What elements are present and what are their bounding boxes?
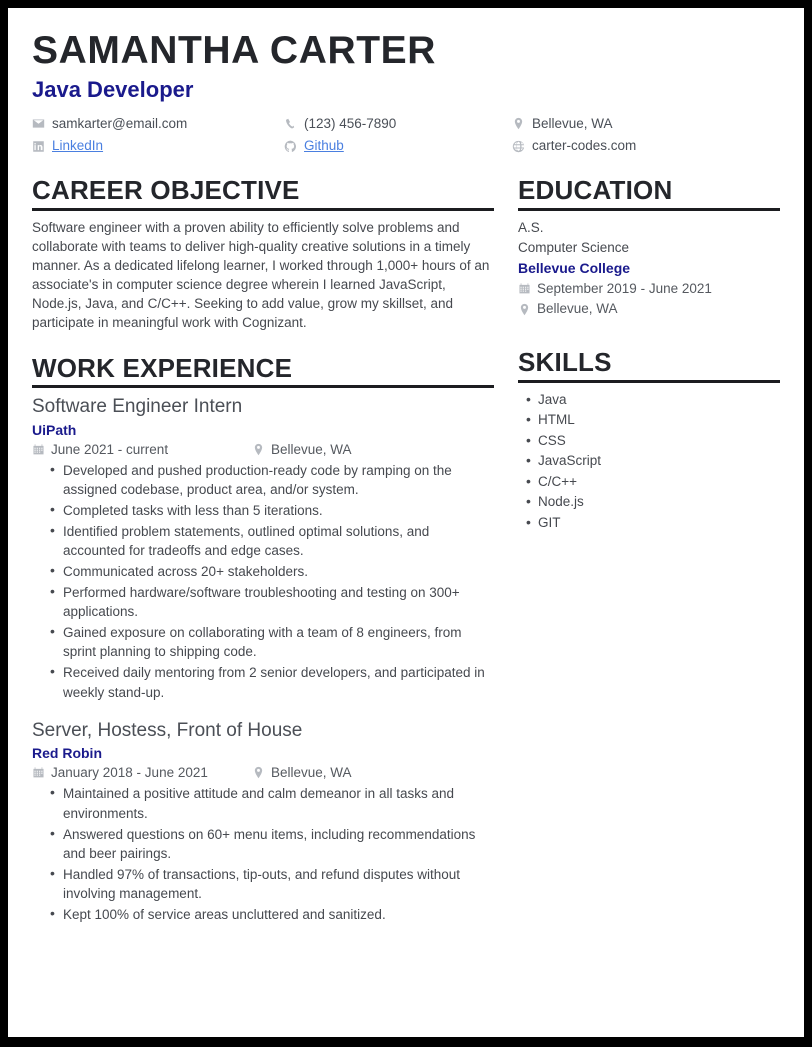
map-pin-icon	[512, 117, 525, 130]
page-title: SAMANTHA CARTER	[32, 29, 437, 72]
section-work-experience	[32, 354, 494, 924]
job-title: Server, Hostess, Front of House	[32, 719, 303, 741]
calendar-icon	[32, 766, 45, 779]
job-dates-label: June 2021 - current	[51, 442, 169, 458]
work-experience-heading: WORK EXPERIENCE	[32, 352, 293, 383]
right-column	[518, 176, 780, 533]
work-experience-entry	[32, 395, 494, 701]
calendar-icon	[32, 443, 45, 456]
contact-location-label: Bellevue, WA	[532, 115, 613, 131]
job-meta	[32, 442, 494, 457]
job-location	[252, 442, 352, 457]
contact-location	[512, 116, 780, 132]
education-degree: A.S.	[518, 219, 544, 235]
contact-email-label: samkarter@email.com	[52, 115, 188, 131]
contact-phone-label: (123) 456-7890	[304, 115, 397, 131]
globe-icon	[512, 140, 525, 153]
left-column	[32, 176, 494, 926]
contact-linkedin[interactable]	[32, 138, 284, 154]
resume-sheet	[8, 8, 804, 1037]
map-pin-icon	[518, 303, 531, 316]
skills-list	[518, 390, 780, 534]
job-title: Software Engineer Intern	[32, 396, 243, 418]
header-job-title: Java Developer	[32, 77, 194, 103]
job-dates	[32, 765, 252, 780]
career-objective-text: Software engineer with a proven ability to efficiently solve problems and collaborate with teams to deliver high-quality creative solutions in a timely manner. As a dedicated lifelong learner, I worked through 1,000+ hours of an associate's in computer science degree wherein I learned JavaScript, Node.js, Java, and C/C++. Seeking to add value, grow my skillset, and participate in meaningful work with Cognizant.	[32, 219, 490, 331]
education-school: Bellevue College	[518, 259, 631, 276]
job-meta	[32, 765, 494, 780]
contact-phone	[284, 116, 512, 132]
education-location	[518, 299, 780, 319]
job-bullets	[32, 461, 494, 701]
list-item: • Performed hardware/software troubleshooting and testing on 300+ applications.	[63, 583, 494, 621]
envelope-icon	[32, 117, 45, 130]
contact-website	[512, 138, 780, 154]
section-divider	[32, 385, 494, 388]
job-location	[252, 765, 352, 780]
section-career-objective	[32, 176, 494, 333]
job-bullets	[32, 784, 494, 923]
section-skills	[518, 348, 780, 533]
resume-header	[32, 30, 780, 154]
list-item: • CSS	[538, 431, 780, 452]
list-item: • Developed and pushed production-ready code by ramping on the assigned codebase, product area, and/or system.	[63, 461, 494, 499]
linkedin-icon	[32, 140, 45, 153]
education-location-label: Bellevue, WA	[537, 300, 618, 316]
list-item: • Communicated across 20+ stakeholders.	[63, 562, 494, 581]
section-divider	[518, 380, 780, 383]
contact-grid	[32, 116, 780, 154]
job-dates	[32, 442, 252, 457]
education-heading: EDUCATION	[518, 175, 673, 206]
contact-github[interactable]	[284, 138, 512, 154]
contact-email	[32, 116, 284, 132]
list-item: • GIT	[538, 513, 780, 534]
calendar-icon	[518, 282, 531, 295]
list-item: • JavaScript	[538, 451, 780, 472]
contact-linkedin-link[interactable]: LinkedIn	[52, 137, 104, 153]
section-education	[518, 176, 780, 319]
list-item: • Maintained a positive attitude and calm demeanor in all tasks and environments.	[63, 784, 494, 822]
education-dates-label: September 2019 - June 2021	[537, 280, 712, 296]
section-divider	[518, 208, 780, 211]
map-pin-icon	[252, 766, 265, 779]
list-item: • Java	[538, 390, 780, 411]
list-item: • C/C++	[538, 472, 780, 493]
section-divider	[32, 208, 494, 211]
list-item: • Answered questions on 60+ menu items, including recommendations and beer pairings.	[63, 825, 494, 863]
job-location-label: Bellevue, WA	[271, 765, 352, 781]
skills-heading: SKILLS	[518, 347, 612, 378]
list-item: • Node.js	[538, 492, 780, 513]
job-location-label: Bellevue, WA	[271, 442, 352, 458]
work-experience-entry	[32, 719, 494, 924]
list-item: • Received daily mentoring from 2 senior developers, and participated in weekly stand-up.	[63, 663, 494, 701]
map-pin-icon	[252, 443, 265, 456]
job-company: Red Robin	[32, 745, 102, 762]
list-item: • Kept 100% of service areas uncluttered and sanitized.	[63, 905, 494, 924]
list-item: • HTML	[538, 410, 780, 431]
contact-github-link[interactable]: Github	[304, 137, 344, 153]
phone-icon	[284, 117, 297, 130]
career-objective-heading: CAREER OBJECTIVE	[32, 175, 300, 206]
list-item: • Identified problem statements, outlined optimal solutions, and accounted for tradeoffs and edge cases.	[63, 522, 494, 560]
list-item: • Gained exposure on collaborating with a team of 8 engineers, from sprint planning to shipping code.	[63, 623, 494, 661]
education-dates	[518, 279, 780, 299]
job-company: UiPath	[32, 421, 77, 438]
list-item: • Handled 97% of transactions, tip-outs, and refund disputes without involving management.	[63, 865, 494, 903]
contact-website-label: carter-codes.com	[532, 137, 637, 153]
resume-body	[32, 176, 780, 926]
job-dates-label: January 2018 - June 2021	[51, 765, 208, 781]
education-field: Computer Science	[518, 239, 630, 255]
list-item: • Completed tasks with less than 5 iterations.	[63, 501, 494, 520]
github-icon	[284, 140, 297, 153]
